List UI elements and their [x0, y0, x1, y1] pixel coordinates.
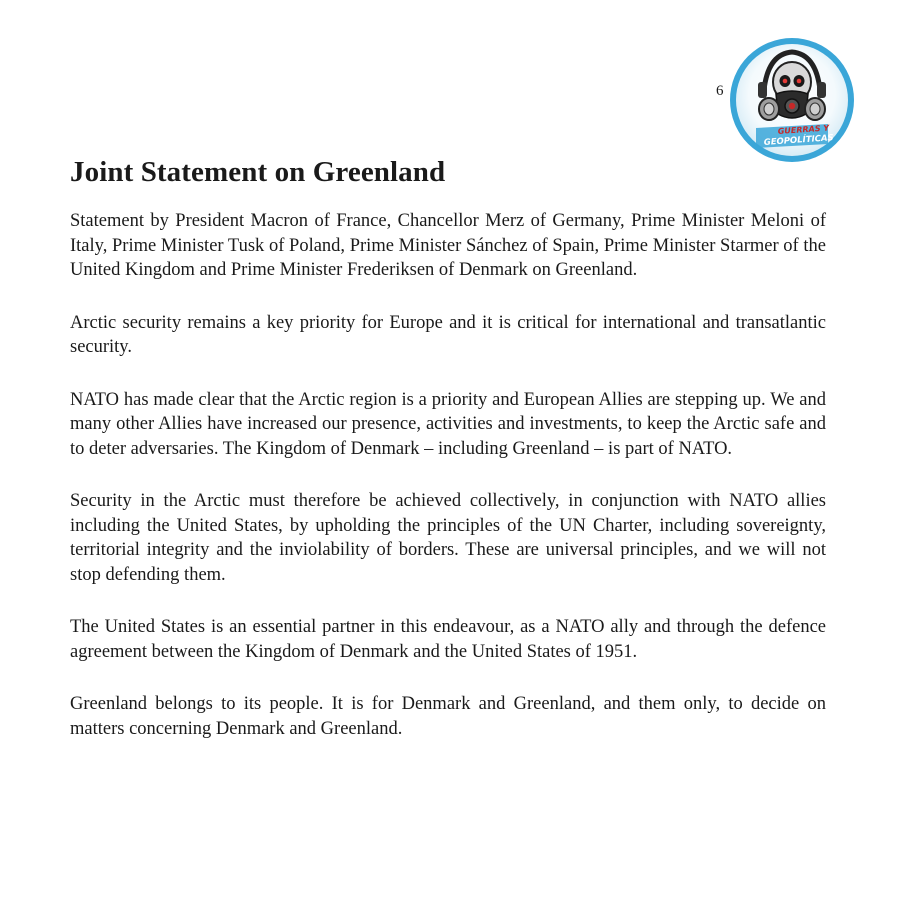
logo	[728, 36, 856, 164]
logo-line1: GUERRAS Y	[777, 123, 830, 136]
paragraph-collective-security: Security in the Arctic must therefore be achieved collectively, in conjunction with NATO allies including the United States, by upholding the principles of the UN Charter, including sovereignty, territorial integrity and the inviolability of borders. These are universal principles, and we will not stop defending them.	[70, 491, 826, 585]
logo-line2: GEOPOLÍTICAS	[763, 133, 834, 148]
document-title: Joint Statement on Greenland	[70, 156, 446, 188]
page-number: 6	[716, 83, 724, 99]
statement-body	[70, 209, 826, 769]
paragraph-greenland-people: Greenland belongs to its people. It is for Denmark and Greenland, and them only, to decide on matters concerning Denmark and Greenland.	[70, 694, 826, 739]
paragraph-nato: NATO has made clear that the Arctic region is a priority and European Allies are stepping up. We and many other Allies have increased our presence, activities and investments, to keep the Arctic safe and to deter adversaries. The Kingdom of Denmark – including Greenland – is part of NATO.	[70, 389, 826, 459]
paragraph-united-states: The United States is an essential partner in this endeavour, as a NATO ally and through the defence agreement between the Kingdom of Denmark and the United States of 1951.	[70, 617, 826, 662]
paragraph-signatories: Statement by President Macron of France, Chancellor Merz of Germany, Prime Minister Meloni of Italy, Prime Minister Tusk of Poland, Prime Minister Sánchez of Spain, Prime Minister Starmer of the United Kingdom and Prime Minister Frederiksen of Denmark on Greenland.	[70, 211, 826, 280]
paragraph-arctic-security: Arctic security remains a key priority for Europe and it is critical for international and transatlantic security.	[70, 312, 826, 357]
